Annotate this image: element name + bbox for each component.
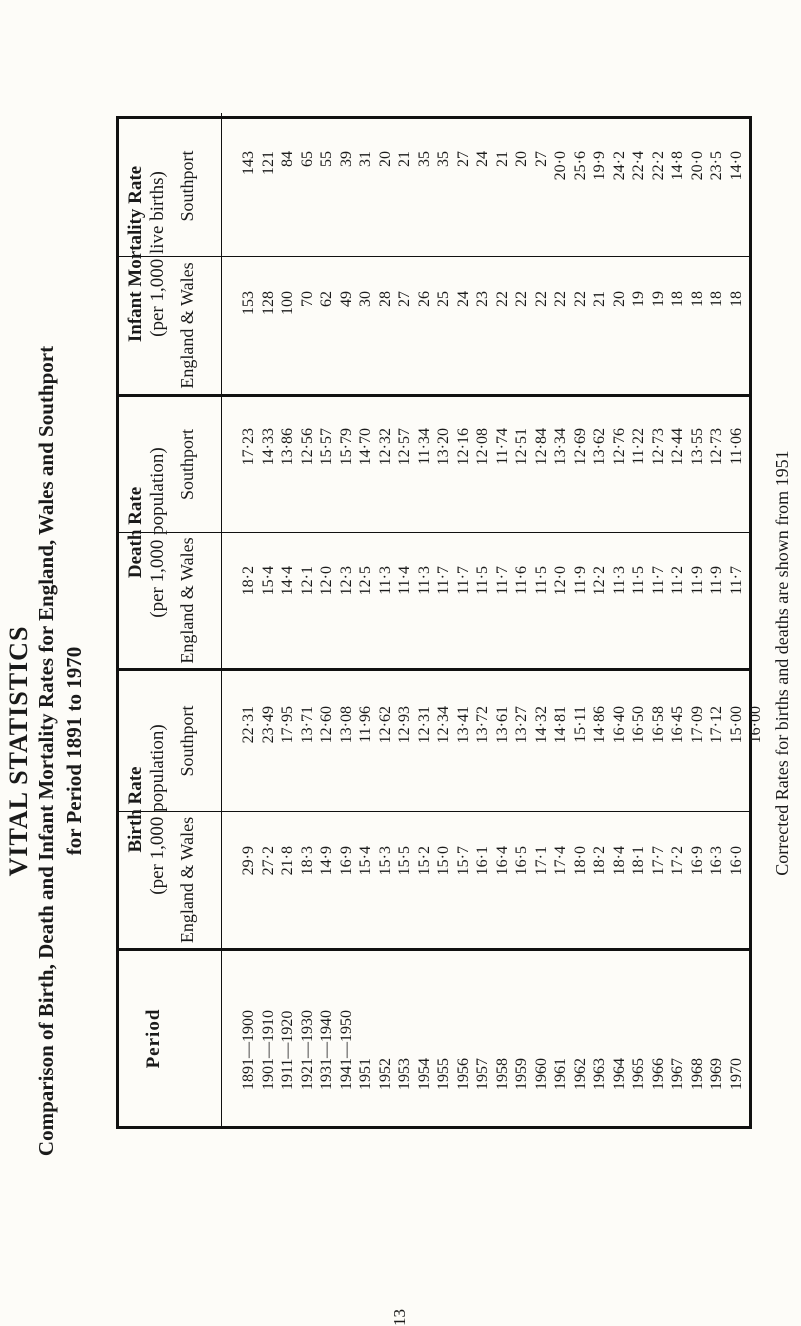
birth-ew-cell: 16·5 <box>513 846 530 876</box>
period-header: Period <box>143 1008 164 1069</box>
period-cell: 1962 <box>571 1058 589 1090</box>
death-ew-cell: 11·5 <box>630 566 647 595</box>
separator-period <box>119 948 749 951</box>
period-cell: 1951 <box>357 1058 374 1090</box>
death-ew-cell: 11·9 <box>688 566 706 595</box>
infant-ew-cell: 25 <box>435 291 452 307</box>
separator-death-sub <box>119 532 749 533</box>
death-ew-cell: 11·7 <box>727 566 745 595</box>
period-cell: 1958 <box>493 1058 511 1090</box>
death-sp-cell: 12·57 <box>396 428 413 466</box>
birth-sp-cell: 14·86 <box>591 706 608 744</box>
infant-sp-cell: 84 <box>279 151 296 167</box>
period-cell: 1966 <box>649 1058 667 1090</box>
birth-sp-cell: 17·12 <box>708 706 725 744</box>
infant-ew-cell: 22 <box>513 291 530 307</box>
infant-sp-cell: 20 <box>376 151 394 167</box>
infant-sp-cell: 22·4 <box>630 151 647 181</box>
birth-ew-cell: 17·1 <box>532 846 550 876</box>
period-cell: 1961 <box>552 1058 569 1090</box>
separator-infant-sub <box>119 256 749 257</box>
death-ew-cell: 11·6 <box>513 566 530 595</box>
infant-sp-cell: 14·8 <box>669 151 686 181</box>
infant-sp-cell: 25·6 <box>571 151 589 181</box>
death-ew-cell: 12·0 <box>318 566 335 596</box>
birth-ew-cell: 17·2 <box>669 846 686 876</box>
infant-ew-cell: 19 <box>630 291 647 307</box>
death-sp-cell: 13·55 <box>688 428 706 466</box>
death-ew-header: England & Wales <box>177 537 197 664</box>
birth-sp-cell: 13·71 <box>298 706 316 744</box>
page-number: 13 <box>390 1309 409 1326</box>
birth-sp-cell: 11·96 <box>357 706 374 743</box>
birth-sp-cell: 22·31 <box>240 706 257 744</box>
birth-rate-title: Birth Rate <box>125 766 146 853</box>
death-ew-cell: 11·9 <box>708 566 725 595</box>
period-cell: 1964 <box>610 1058 628 1090</box>
period-column <box>239 1010 746 1090</box>
death-sp-cell: 12·51 <box>513 428 530 466</box>
period-cell: 1963 <box>591 1058 608 1090</box>
birth-sp-header: Southport <box>177 705 197 777</box>
infant-sp-column <box>239 151 746 221</box>
death-ew-cell: 11·7 <box>493 566 511 595</box>
death-sp-cell: 12·56 <box>298 428 316 466</box>
period-cell: 1931—1940 <box>318 1010 335 1090</box>
period-cell: 1921—1930 <box>298 1010 316 1090</box>
infant-ew-cell: 22 <box>532 291 550 307</box>
birth-sp-cell: 12·31 <box>415 706 433 744</box>
infant-ew-cell: 18 <box>669 291 686 307</box>
birth-sp-cell: 23·49 <box>259 706 277 744</box>
infant-ew-cell: 62 <box>318 291 335 307</box>
period-cell: 1968 <box>688 1058 706 1090</box>
death-sp-cell: 12·08 <box>474 428 491 466</box>
birth-ew-cell: 15·3 <box>376 846 394 876</box>
period-cell: 1955 <box>435 1058 452 1090</box>
death-rate-unit: (per 1,000 population) <box>147 447 168 618</box>
period-cell: 1891—1900 <box>240 1010 257 1090</box>
infant-sp-cell: 14·0 <box>727 151 745 181</box>
period-cell: 1959 <box>513 1058 530 1090</box>
infant-sp-cell: 35 <box>415 151 433 167</box>
death-sp-cell: 13·34 <box>552 428 569 466</box>
death-sp-cell: 15·57 <box>318 428 335 466</box>
header-rule-period <box>221 951 222 1126</box>
period-cell: 1956 <box>454 1058 472 1090</box>
infant-ew-cell: 27 <box>396 291 413 307</box>
birth-sp-cell: 17·09 <box>688 706 706 744</box>
death-ew-cell: 11·4 <box>396 566 413 595</box>
page-subtitle-period: for Period 1891 to 1970 <box>62 646 86 856</box>
birth-sp-cell: 14·81 <box>552 706 569 744</box>
death-rate-title: Death Rate <box>125 486 146 579</box>
birth-sp-cell: 15·11 <box>571 706 589 743</box>
death-sp-cell: 13·20 <box>435 428 452 466</box>
death-ew-cell: 11·3 <box>415 566 433 595</box>
page-title: VITAL STATISTICS <box>4 625 33 877</box>
death-sp-cell: 12·73 <box>708 428 725 466</box>
infant-sp-cell: 21 <box>396 151 413 167</box>
death-ew-cell: 12·5 <box>357 566 374 596</box>
footnote: Corrected Rates for births and deaths are shown from 1951 <box>772 450 792 876</box>
death-sp-cell: 11·34 <box>415 428 433 465</box>
death-sp-cell: 17·23 <box>240 428 257 466</box>
infant-ew-cell: 18 <box>688 291 706 307</box>
birth-ew-cell: 16·3 <box>708 846 725 876</box>
death-ew-cell: 11·5 <box>532 566 550 595</box>
death-sp-cell: 14·33 <box>259 428 277 466</box>
death-sp-cell: 11·22 <box>630 428 647 465</box>
infant-sp-cell: 55 <box>318 151 335 167</box>
infant-ew-cell: 28 <box>376 291 394 307</box>
birth-ew-cell: 18·4 <box>610 846 628 876</box>
birth-sp-cell: 14·32 <box>532 706 550 744</box>
birth-sp-cell: 15·00 <box>727 706 745 744</box>
infant-ew-cell: 153 <box>240 291 257 315</box>
birth-ew-cell: 17·4 <box>552 846 569 876</box>
birth-sp-cell: 12·34 <box>435 706 452 744</box>
birth-sp-cell: 16·45 <box>669 706 686 744</box>
birth-sp-cell: 12·62 <box>376 706 394 744</box>
death-sp-cell: 11·74 <box>493 428 511 465</box>
period-cell: 1953 <box>396 1058 413 1090</box>
birth-sp-cell: 16·50 <box>630 706 647 744</box>
infant-ew-cell: 100 <box>279 291 296 315</box>
infant-ew-cell: 30 <box>357 291 374 307</box>
death-sp-cell: 11·06 <box>727 428 745 465</box>
death-sp-cell: 12·44 <box>669 428 686 466</box>
death-sp-cell: 12·76 <box>610 428 628 466</box>
infant-ew-cell: 24 <box>454 291 472 307</box>
birth-sp-cell: 13·27 <box>513 706 530 744</box>
statistics-table <box>116 116 764 1129</box>
birth-sp-cell: 16·40 <box>610 706 628 744</box>
death-ew-cell: 11·5 <box>474 566 491 595</box>
infant-ew-cell: 20 <box>610 291 628 307</box>
period-cell: 1970 <box>727 1058 745 1090</box>
death-sp-cell: 12·73 <box>649 428 667 466</box>
birth-ew-cell: 18·2 <box>591 846 608 876</box>
birth-ew-cell: 17·7 <box>649 846 667 876</box>
period-cell: 1969 <box>708 1058 725 1090</box>
birth-ew-cell: 16·4 <box>493 846 511 876</box>
separator-death <box>119 394 749 397</box>
infant-ew-cell: 22 <box>493 291 511 307</box>
birth-ew-cell: 16·0 <box>727 846 745 876</box>
infant-sp-cell: 22·2 <box>649 151 667 181</box>
infant-ew-header: England & Wales <box>177 262 197 389</box>
birth-ew-cell: 18·3 <box>298 846 316 876</box>
birth-ew-cell: 15·0 <box>435 846 452 876</box>
infant-ew-cell: 23 <box>474 291 491 307</box>
death-ew-cell: 18·2 <box>240 566 257 596</box>
death-sp-header: Southport <box>177 429 197 501</box>
death-sp-cell: 13·86 <box>279 428 296 466</box>
death-ew-cell: 15·4 <box>259 566 277 596</box>
death-ew-cell: 11·7 <box>454 566 472 595</box>
birth-ew-cell: 15·5 <box>396 846 413 876</box>
infant-sp-cell: 21 <box>493 151 511 167</box>
infant-sp-cell: 20·0 <box>688 151 706 181</box>
infant-ew-cell: 18 <box>727 291 745 307</box>
death-ew-column <box>239 566 746 636</box>
death-ew-cell: 11·9 <box>571 566 589 595</box>
death-ew-cell: 11·2 <box>669 566 686 595</box>
period-cell: 1901—1910 <box>259 1010 277 1090</box>
birth-sp-cell: 13·08 <box>337 706 355 744</box>
period-cell: 1965 <box>630 1058 647 1090</box>
infant-sp-cell: 39 <box>337 151 355 167</box>
death-ew-cell: 12·1 <box>298 566 316 596</box>
infant-ew-cell: 19 <box>649 291 667 307</box>
death-ew-cell: 14·4 <box>279 566 296 596</box>
birth-sp-cell: 13·41 <box>454 706 472 744</box>
birth-sp-cell: 12·60 <box>318 706 335 744</box>
birth-sp-cell: 17·95 <box>279 706 296 744</box>
infant-sp-cell: 23·5 <box>708 151 725 181</box>
birth-sp-cell: 13·61 <box>493 706 511 744</box>
birth-ew-column <box>239 846 746 916</box>
birth-ew-cell: 15·7 <box>454 846 472 876</box>
infant-ew-cell: 70 <box>298 291 316 307</box>
infant-sp-cell: 20 <box>513 151 530 167</box>
death-sp-cell: 13·62 <box>591 428 608 466</box>
infant-sp-cell: 143 <box>240 151 257 175</box>
birth-ew-cell: 29·9 <box>240 846 257 876</box>
death-sp-cell: 12·16 <box>454 428 472 466</box>
birth-rate-header <box>125 671 169 948</box>
birth-sp-cell: 16·00 <box>747 706 764 744</box>
birth-ew-cell: 15·2 <box>415 846 433 876</box>
page-subtitle: Comparison of Birth, Death and Infant Mortality Rates for England, Wales and Southport <box>34 345 58 1157</box>
death-rate-header <box>125 397 169 668</box>
death-ew-cell: 11·3 <box>376 566 394 595</box>
infant-sp-cell: 24·2 <box>610 151 628 181</box>
infant-ew-cell: 49 <box>337 291 355 307</box>
infant-sp-cell: 27 <box>532 151 550 167</box>
birth-ew-header: England & Wales <box>177 816 197 944</box>
separator-birth <box>119 668 749 671</box>
birth-rate-unit: (per 1,000 population) <box>147 724 168 895</box>
period-cell: 1952 <box>376 1058 394 1090</box>
death-sp-column <box>239 428 746 498</box>
death-ew-cell: 11·7 <box>649 566 667 595</box>
birth-ew-cell: 16·9 <box>337 846 355 876</box>
header-rule <box>221 113 222 948</box>
infant-sp-cell: 35 <box>435 151 452 167</box>
period-cell: 1967 <box>669 1058 686 1090</box>
death-ew-cell: 12·0 <box>552 566 569 596</box>
infant-mortality-header <box>125 114 169 394</box>
birth-sp-cell: 16·58 <box>649 706 667 744</box>
death-ew-cell: 11·3 <box>610 566 628 595</box>
birth-ew-cell: 18·0 <box>571 846 589 876</box>
birth-sp-column <box>239 706 766 776</box>
period-cell: 1941—1950 <box>337 1010 355 1090</box>
infant-ew-cell: 22 <box>552 291 569 307</box>
infant-sp-cell: 31 <box>357 151 374 167</box>
infant-sp-cell: 27 <box>454 151 472 167</box>
infant-mortality-title: Infant Mortality Rate <box>125 165 146 343</box>
death-ew-cell: 12·3 <box>337 566 355 596</box>
birth-ew-cell: 14·9 <box>318 846 335 876</box>
death-sp-cell: 15·79 <box>337 428 355 466</box>
period-cell: 1911—1920 <box>279 1010 296 1090</box>
infant-sp-cell: 20·0 <box>552 151 569 181</box>
period-cell: 1957 <box>474 1058 491 1090</box>
birth-sp-cell: 13·72 <box>474 706 491 744</box>
period-cell: 1954 <box>415 1058 433 1090</box>
infant-sp-cell: 65 <box>298 151 316 167</box>
infant-sp-cell: 19·9 <box>591 151 608 181</box>
birth-ew-cell: 21·8 <box>279 846 296 876</box>
birth-ew-cell: 16·1 <box>474 846 491 876</box>
infant-ew-cell: 22 <box>571 291 589 307</box>
infant-ew-cell: 18 <box>708 291 725 307</box>
birth-ew-cell: 15·4 <box>357 846 374 876</box>
death-ew-cell: 11·7 <box>435 566 452 595</box>
birth-sp-cell: 12·93 <box>396 706 413 744</box>
death-sp-cell: 12·84 <box>532 428 550 466</box>
death-ew-cell: 12·2 <box>591 566 608 596</box>
death-sp-cell: 14·70 <box>357 428 374 466</box>
separator-birth-sub <box>119 811 749 812</box>
infant-sp-cell: 121 <box>259 151 277 175</box>
infant-mortality-unit: (per 1,000 live births) <box>147 171 168 337</box>
birth-ew-cell: 27·2 <box>259 846 277 876</box>
infant-ew-column <box>239 291 746 361</box>
infant-ew-cell: 26 <box>415 291 433 307</box>
infant-sp-cell: 24 <box>474 151 491 167</box>
death-sp-cell: 12·32 <box>376 428 394 466</box>
birth-ew-cell: 16·9 <box>688 846 706 876</box>
birth-ew-cell: 18·1 <box>630 846 647 876</box>
period-cell: 1960 <box>532 1058 550 1090</box>
infant-sp-header: Southport <box>177 150 197 222</box>
infant-ew-cell: 128 <box>259 291 277 315</box>
infant-ew-cell: 21 <box>591 291 608 307</box>
death-sp-cell: 12·69 <box>571 428 589 466</box>
